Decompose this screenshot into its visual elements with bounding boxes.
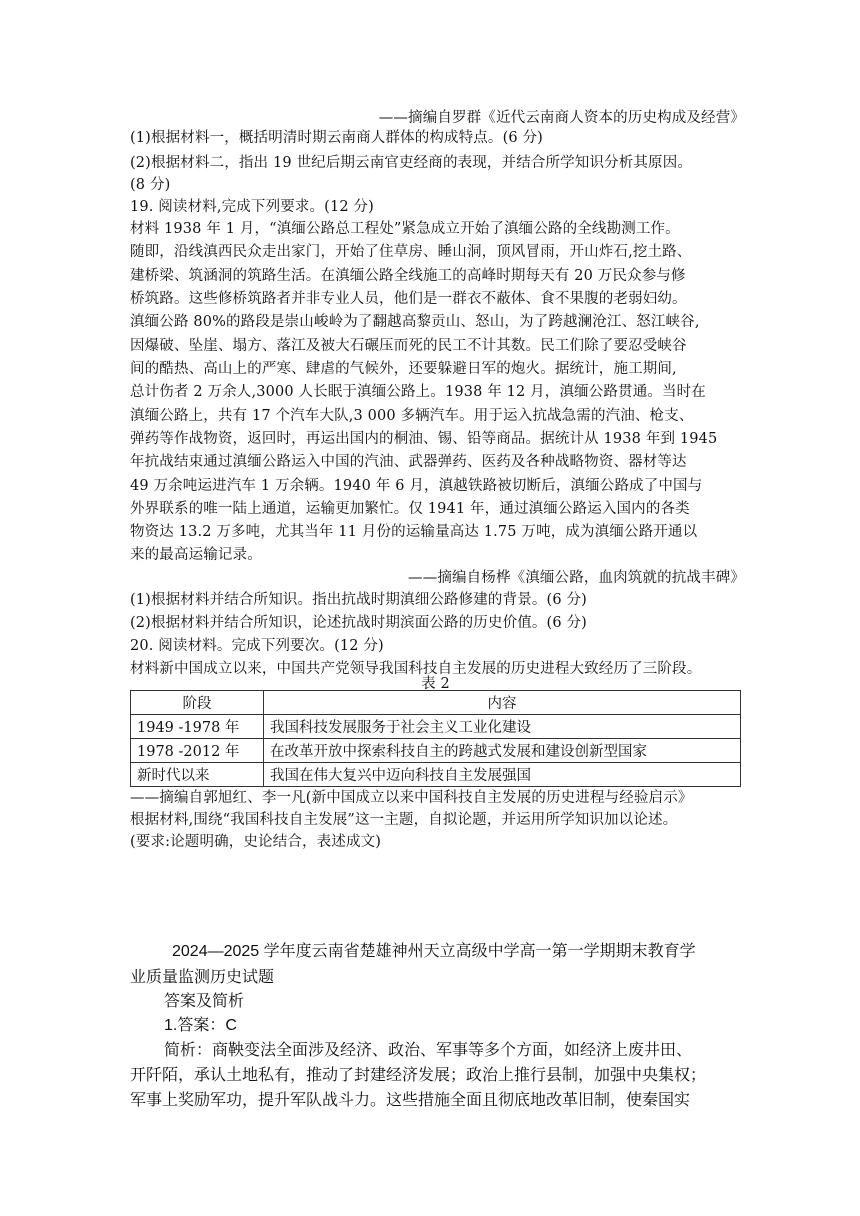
source-citation: ——摘编自杨桦《滇缅公路，血肉筑就的抗战丰碑》	[408, 570, 745, 586]
question-19-title: 19. 阅读材料,完成下列要求。(12 分)	[130, 199, 374, 215]
question-19-part-2: (2)根据材料并结合所知识，论述抗战时期滨面公路的历史价值。(6 分)	[130, 615, 587, 631]
analysis-line: 军事上奖励军功，提升军队战斗力。这些措施全面且彻底地改革旧制，使秦国实	[130, 1092, 691, 1109]
material-line: 来的最高运输记录。	[130, 547, 262, 563]
question-19-part-1: (1)根据材料并结合所知识。指出抗战时期滇细公路修建的背景。(6 分)	[130, 592, 587, 608]
material-line: 桥筑路。这些修桥筑路者并非专业人员，他们是一群衣不蔽体、食不果腹的老弱妇幼。	[130, 291, 687, 307]
question-18-part-1: (1)根据材料一，概括明清时期云南商人群体的构成特点。(6 分)	[130, 130, 543, 146]
question-18-part-2-score: (8 分)	[130, 177, 171, 193]
material-line: 随即，沿线滇西民众走出家门，开始了住草房、睡山洞，顶风冒雨，开山炸石,挖土路、	[130, 244, 692, 260]
table-cell: 我国在伟大复兴中迈向科技自主发展强国	[264, 763, 741, 787]
stages-table	[130, 690, 741, 787]
table-row	[131, 715, 741, 739]
material-line: 因爆破、坠崖、塌方、落江及被大石碾压而死的民工不计其数。民工们除了要忍受峡谷	[130, 338, 687, 354]
question-20-title: 20. 阅读材料。完成下列要次。(12 分)	[130, 638, 384, 654]
material-line: 年抗战结束通过滇缅公路运入中国的汽油、武器弹药、医药及各种战略物资、器材等达	[130, 454, 687, 470]
table-header-row	[131, 691, 741, 715]
table-header: 内容	[264, 691, 741, 715]
question-20-intro: 材料新中国成立以来，中国共产党领导我国科技自主发展的历史进程大致经历了三阶段。	[130, 661, 702, 677]
question-20-requirements: (要求:论题明确，史论结合，表述成文)	[130, 834, 382, 850]
material-line: 材料 1938 年 1 月，“滇缅公路总工程处”紧急成立开始了滇缅公路的全线勘测工作。	[130, 221, 680, 237]
source-citation: ——摘编自罗群《近代云南商人资本的历史构成及经营》	[378, 110, 745, 126]
table-row	[131, 739, 741, 763]
answer-title: 2024—2025 学年度云南省楚雄神州天立高级中学高一第一学期期末教育学	[172, 943, 696, 960]
source-citation: ——摘编自郭旭红、李一凡(新中国成立以来中国科技自主发展的历史进程与经验启示》	[130, 790, 693, 806]
question-18-part-2: (2)根据材料二，指出 19 世纪后期云南官吏经商的表现，并结合所学知识分析其原因。	[130, 155, 693, 171]
material-line: 物资达 13.2 万多吨，尤其当年 11 月份的运输量高达 1.75 万吨，成为滇缅公路开通以	[130, 524, 698, 540]
table-caption: 表 2	[421, 676, 450, 692]
answer-1: 1.答案：C	[164, 1017, 237, 1034]
analysis-line: 简析：商鞅变法全面涉及经济、政治、军事等多个方面，如经济上废井田、	[164, 1042, 693, 1059]
material-line: 建桥梁、筑涵洞的筑路生活。在滇缅公路全线施工的高峰时期每天有 20 万民众参与修	[130, 268, 686, 284]
material-line: 滇缅公路上，共有 17 个汽车大队,3 000 多辆汽车。用于运入抗战急需的汽油、枪支、	[130, 408, 694, 424]
answer-title-continued: 业质量监测历史试题	[130, 969, 275, 986]
table-cell: 1949 -1978 年	[131, 715, 264, 739]
table-cell: 我国科技发展服务于社会主义工业化建设	[264, 715, 741, 739]
table-row	[131, 763, 741, 787]
table-cell: 1978 -2012 年	[131, 739, 264, 763]
answer-subtitle: 答案及简析	[164, 993, 245, 1010]
material-line: 滇缅公路 80%的路段是崇山峻岭为了翻越高黎贡山、怒山，为了跨越澜沧江、怒江峡谷,	[130, 314, 700, 330]
material-line: 49 万余吨运进汽车 1 万余辆。1940 年 6 月，滇越铁路被切断后，滇缅公路成了中国与	[130, 478, 703, 494]
table-header: 阶段	[131, 691, 264, 715]
material-line: 外界联系的唯一陆上通道，运输更加繁忙。仅 1941 年，通过滇缅公路运入国内的各类	[130, 501, 690, 517]
material-line: 间的酷热、高山上的严寒、肆虐的气候外，还要躲避日军的炮火。据统计，施工期间,	[130, 361, 677, 377]
table-cell: 在改革开放中探索科技自主的跨越式发展和建设创新型国家	[264, 739, 741, 763]
material-line: 弹药等作战物资，返回时，再运出国内的桐油、锡、铅等商品。据统计从 1938 年到 1945	[130, 431, 718, 447]
question-20-task: 根据材料,围绕“我国科技自主发展”这一主题，自拟论题，并运用所学知识加以论述。	[130, 812, 678, 828]
table-cell: 新时代以来	[131, 763, 264, 787]
analysis-line: 开阡陌，承认土地私有，推动了封建经济发展；政治上推行县制，加强中央集权；	[130, 1067, 707, 1084]
material-line: 总计伤者 2 万余人,3000 人长眠于滇缅公路上。1938 年 12 月，滇缅公路贯通。当时在	[130, 384, 706, 400]
